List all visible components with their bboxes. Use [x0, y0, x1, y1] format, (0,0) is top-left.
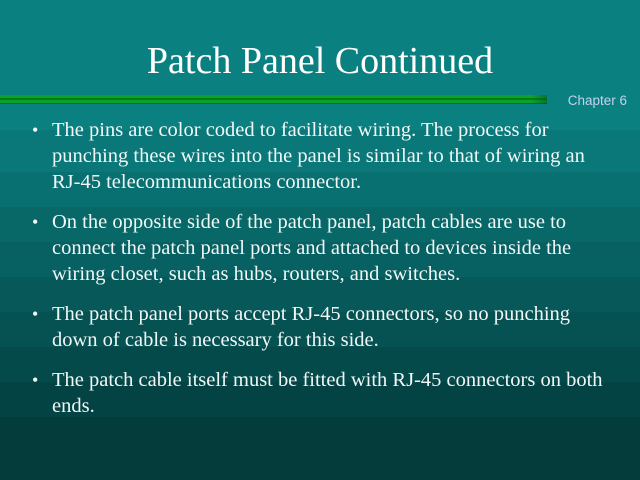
slide-title: Patch Panel Continued: [146, 40, 494, 82]
accent-bar: [0, 95, 547, 104]
bullet-text: The pins are color coded to facilitate wiring. The process for punching these wires into the panel is similar to that of wiring an RJ-45 telecommunications connector.: [52, 119, 585, 193]
bullet-list: [32, 117, 614, 433]
bullet-item: [32, 117, 614, 195]
bullet-item: [32, 301, 614, 353]
bullet-text: The patch panel ports accept RJ-45 connectors, so no punching down of cable is necessary for this side.: [52, 303, 571, 351]
bullet-dot-icon: •: [32, 120, 39, 140]
bullet-text: The patch cable itself must be fitted with RJ-45 connectors on both ends.: [52, 369, 603, 417]
bullet-item: [32, 209, 614, 287]
bullet-dot-icon: •: [32, 304, 39, 324]
bullet-dot-icon: •: [32, 370, 39, 390]
bullet-item: [32, 367, 614, 419]
chapter-label: Chapter 6: [567, 93, 627, 108]
bullet-dot-icon: •: [32, 212, 39, 232]
bullet-text: On the opposite side of the patch panel, patch cables are use to connect the patch panel ports and attached to devices inside the wiring closet, such as hubs, routers, and switches.: [52, 211, 572, 285]
